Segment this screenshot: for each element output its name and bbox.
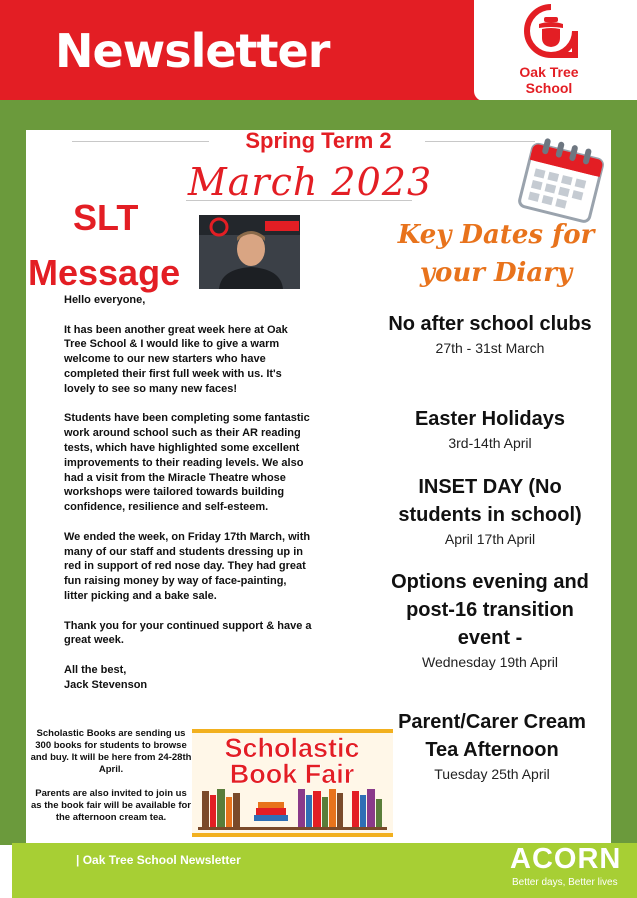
key-date-event [384,473,596,548]
letter-paragraph: Thank you for your continued support & have a great week. [64,619,312,647]
letter-paragraph: It has been another great week here at Oak Tree School & I would like to give a warm welcome to our new starters who have completed their first full week with us. It's lovely to see so many new faces! [64,323,288,395]
letter-signature: Jack Stevenson [64,678,148,691]
event-title: Parent/Carer Cream Tea Afternoon [398,711,586,761]
key-date-event [384,405,596,452]
event-title: No after school clubs [388,313,592,335]
book-fair-note [30,728,192,836]
portrait-illustration [199,215,300,289]
acorn-brand: ACORN [510,843,622,875]
month-title: March 2023 [187,160,433,204]
book-fair-banner-title-line2: Book Fair [229,759,355,789]
key-date-event [384,568,596,671]
book-fair-note-text: Parents are also invited to join us as the book fair will be available for the afternoon cream tea. [31,788,191,823]
event-date: April 17th April [444,531,536,547]
school-logo [474,0,637,101]
newsletter-title: Newsletter [55,24,330,78]
school-name-line1: Oak Tree [519,64,579,80]
acorn-tagline: Better days, Better lives [512,877,618,888]
key-dates-title-line2: your Diary [419,258,573,288]
book-fair-banner-title: Scholastic [224,733,360,763]
event-date: Wednesday 19th April [422,654,558,670]
key-date-event [384,310,596,357]
book-fair-banner [192,729,393,837]
header-banner [0,0,637,100]
slt-heading: SLT [73,197,139,238]
letter-paragraph: We ended the week, on Friday 17th March, with many of our staff and students dressing up in red in support of red nose day. They had great fun raising money by way of face-painting, litter picking and a bake sale. [64,530,311,602]
term-subtitle: Spring Term 2 [245,128,392,153]
event-title: Easter Holidays [414,408,566,430]
event-date: 3rd-14th April [448,435,532,451]
event-date: 27th - 31st March [435,340,545,356]
letter-paragraph: Students have been completing some fantastic work around school such as their AR reading tests, which have highlighted some excellent improvements to their reading levels. We also had a visit from the Miracle Theatre whose workshops were tailored towards building confidence, resilience and self-esteem. [64,412,310,514]
book-fair-note-text: Scholastic Books are sending us 300 books for students to browse and buy. It will be here from 24-28th April. [30,728,192,775]
footer-newsletter-label: | Oak Tree School Newsletter [76,853,241,867]
slt-letter [64,293,312,693]
calendar-icon [516,133,608,225]
event-title: Options evening and post-16 transition event - [391,571,589,649]
slt-heading-message: Message [28,252,181,293]
school-name-line2: School [525,80,573,96]
portrait-photo [199,215,300,289]
key-date-event [380,708,604,783]
letter-signoff: All the best, [64,663,127,676]
event-date: Tuesday 25th April [434,766,550,782]
acorn-logo-icon [524,4,578,58]
key-dates-title: Key Dates for [397,220,595,250]
letter-paragraph: Hello everyone, [64,294,146,306]
event-title: INSET DAY (No students in school) [398,476,582,526]
footer-bar [12,843,637,898]
